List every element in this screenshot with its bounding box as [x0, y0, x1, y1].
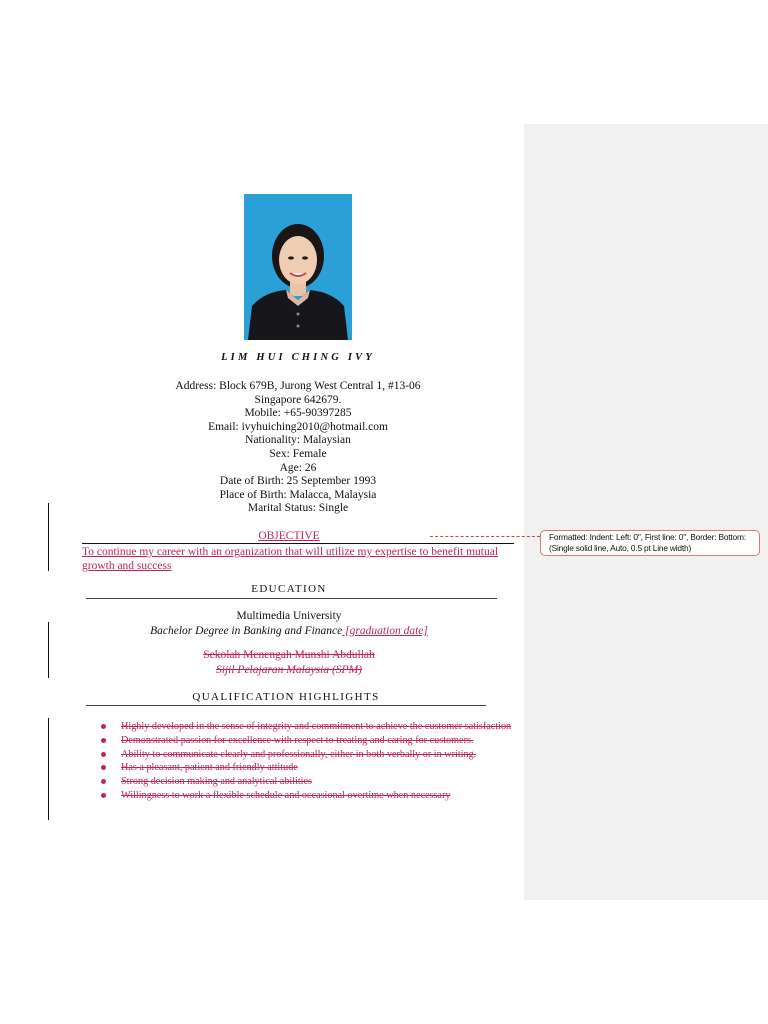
objective-border-line: [82, 543, 514, 544]
age-line: Age: 26: [279, 461, 317, 474]
bullet-icon: [101, 724, 106, 729]
deleted-school: Sekolah Menengah Munshi Abdullah: [203, 649, 375, 661]
mobile-line: Mobile: +65-90397285: [244, 407, 352, 420]
email-line: Email: ivyhuiching2010@hotmail.com: [208, 420, 388, 433]
profile-photo: [244, 194, 352, 340]
qualifications-list: [100, 720, 520, 803]
list-item: [100, 789, 520, 803]
candidate-name: LIM HUI CHING IVY: [221, 352, 375, 363]
qualification-text: Has a pleasant, patient and friendly attitude: [121, 762, 298, 774]
qualification-text: Strong decision making and analytical abilities: [121, 776, 312, 788]
education-heading: EDUCATION: [251, 583, 327, 595]
marital-status-line: Marital Status: Single: [247, 502, 349, 515]
bullet-icon: [101, 752, 106, 757]
bullet-icon: [101, 779, 106, 784]
bullet-icon: [101, 738, 106, 743]
deleted-certificate: Sijil Pelajaran Malaysia (SPM): [216, 664, 362, 676]
qualification-text: Ability to communicate clearly and professionally, either in both verbally or in writing.: [121, 748, 477, 760]
bullet-icon: [101, 793, 106, 798]
qualification-text: Willingness to work a flexible schedule and occasional overtime when necessary: [121, 789, 451, 801]
school-name: Multimedia University: [236, 610, 342, 622]
birth-date-line: Date of Birth: 25 September 1993: [219, 475, 377, 488]
list-item: [100, 748, 520, 762]
objective-text: To continue my career with an organization that will utilize my expertise to benefit mutual growth and success: [82, 546, 499, 572]
degree-name: Bachelor Degree in Banking and Finance: [150, 625, 343, 637]
contact-info: [80, 380, 516, 516]
qualifications-heading: QUALIFICATION HIGHLIGHTS: [192, 691, 380, 703]
address-line: Address: Block 679B, Jurong West Central 1, #13-06: [175, 380, 421, 392]
sex-line: Sex: Female: [269, 447, 327, 460]
change-bar-qualifications: [48, 718, 49, 820]
list-item: [100, 720, 520, 734]
bullet-icon: [101, 765, 106, 770]
qualifications-rule: [86, 705, 486, 706]
list-item: [100, 775, 520, 789]
comment-pane: [524, 124, 768, 900]
birth-place-line: Place of Birth: Malacca, Malaysia: [219, 488, 377, 501]
list-item: [100, 734, 520, 748]
list-item: [100, 761, 520, 775]
qualification-text: Highly developed in the sense of integrity and commitment to achieve the customer satisfaction: [121, 721, 512, 732]
qualification-text: Demonstrated passion for excellence with respect to treating and caring for customers.: [121, 734, 474, 746]
change-bar-education: [48, 622, 49, 678]
formatting-comment-balloon[interactable]: [540, 530, 760, 556]
degree-line: [82, 625, 496, 637]
education-rule: [86, 598, 497, 599]
change-bar-objective: [48, 503, 49, 571]
objective-heading: OBJECTIVE: [258, 530, 320, 542]
graduation-date-placeholder: [graduation date]: [342, 625, 428, 637]
postal-line: Singapore 642679.: [254, 393, 342, 406]
formatting-comment-text: Formatted: Indent: Left: 0", First line: 0", Border: Bottom: (Single solid line, Auto, 0.5 pt Line width): [549, 532, 746, 553]
profile-photo-image: [244, 194, 352, 340]
nationality-line: Nationality: Malaysian: [245, 434, 351, 447]
